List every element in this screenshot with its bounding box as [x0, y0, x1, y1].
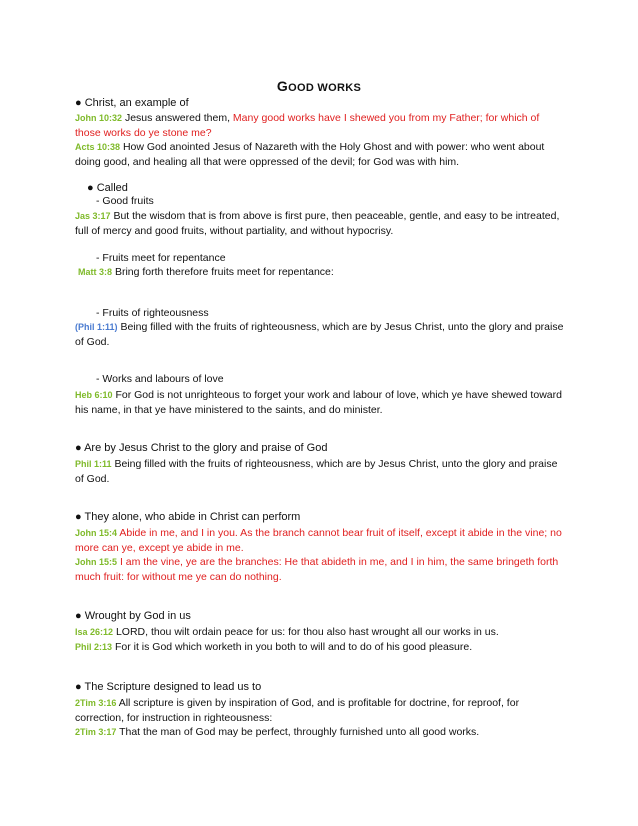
verse	[75, 388, 565, 417]
verse	[75, 209, 565, 238]
section-heading: ● Called	[87, 182, 128, 194]
title-initial: G	[276, 78, 289, 94]
verse-text: How God anointed Jesus of Nazareth with the Holy Ghost and with power: who went about doing good, and healing all that were oppressed of the devil; for God was with him.	[75, 141, 545, 168]
title-rest: OOD WORKS	[288, 82, 362, 94]
verse	[75, 625, 565, 640]
sub-heading: - Good fruits	[96, 195, 154, 207]
verse	[75, 725, 565, 740]
section-heading: ● Wrought by God in us	[75, 610, 191, 622]
verse-reference: Jas 3:17	[75, 211, 111, 221]
verse	[75, 696, 565, 725]
verse-text: For it is God which worketh in you both to will and to do of his good pleasure.	[114, 641, 473, 653]
verse-text: Being filled with the fruits of righteousness, which are by Jesus Christ, unto the glory and praise of God.	[75, 321, 564, 348]
verse	[75, 640, 565, 655]
verse-reference: Phil 2:13	[75, 642, 113, 652]
verse-text: All scripture is given by inspiration of God, and is profitable for doctrine, for reproof, for correction, for instruction in righteousness:	[75, 697, 520, 724]
verse-text: LORD, thou wilt ordain peace for us: for thou also hast wrought all our works in us.	[115, 626, 499, 638]
verse-reference: Isa 26:12	[75, 627, 114, 637]
page-title	[0, 78, 638, 94]
verse	[75, 140, 565, 169]
verse-text: Bring forth therefore fruits meet for repentance:	[114, 266, 334, 278]
sub-heading: - Works and labours of love	[96, 373, 224, 385]
section-heading: ● They alone, who abide in Christ can perform	[75, 511, 301, 523]
verse-reference: 2Tim 3:16	[75, 698, 117, 708]
section-heading: ● The Scripture designed to lead us to	[75, 681, 262, 693]
verse	[75, 526, 565, 555]
verse-reference: Phil 1:11	[75, 459, 112, 469]
verse	[78, 265, 568, 280]
verse-reference: Acts 10:38	[75, 142, 121, 152]
verse	[75, 457, 565, 486]
verse-text: But the wisdom that is from above is first pure, then peaceable, gentle, and easy to be intreated, full of mercy and good fruits, without partiality, and without hypocrisy.	[75, 210, 560, 237]
verse-reference: John 10:32	[75, 113, 123, 123]
verse-reference: 2Tim 3:17	[75, 727, 117, 737]
verse-reference: Heb 6:10	[75, 390, 113, 400]
sub-heading: - Fruits meet for repentance	[96, 252, 226, 264]
verse-text: Being filled with the fruits of righteousness, which are by Jesus Christ, unto the glory and praise of God.	[75, 458, 558, 485]
verse-quote: Many good works have I shewed you from my Father; for which of those works do ye stone me?	[75, 112, 540, 139]
verse-text: That the man of God may be perfect, throughly furnished unto all good works.	[119, 726, 480, 738]
verse	[75, 320, 565, 349]
sub-heading: - Fruits of righteousness	[96, 307, 209, 319]
verse-reference: John 15:5	[75, 557, 118, 567]
verse-reference: (Phil 1:11)	[75, 322, 118, 332]
verse-text: Jesus answered them,	[124, 112, 233, 124]
verse-reference: John 15:4	[75, 528, 118, 538]
verse	[75, 555, 565, 584]
verse-text: For God is not unrighteous to forget your work and labour of love, which ye have shewed toward his name, in that ye have ministered to the saints, and do minister.	[75, 389, 562, 416]
verse-reference: Matt 3:8	[78, 267, 113, 277]
verse-quote: I am the vine, ye are the branches: He that abideth in me, and I in him, the same bringeth forth much fruit: for without me ye can do nothing.	[75, 556, 559, 583]
section-heading: ● Christ, an example of	[75, 97, 189, 109]
section-heading: ● Are by Jesus Christ to the glory and praise of God	[75, 442, 328, 454]
verse	[75, 111, 565, 140]
verse-quote: Abide in me, and I in you. As the branch cannot bear fruit of itself, except it abide in the vine; no more can ye, except ye abide in me.	[75, 527, 562, 554]
